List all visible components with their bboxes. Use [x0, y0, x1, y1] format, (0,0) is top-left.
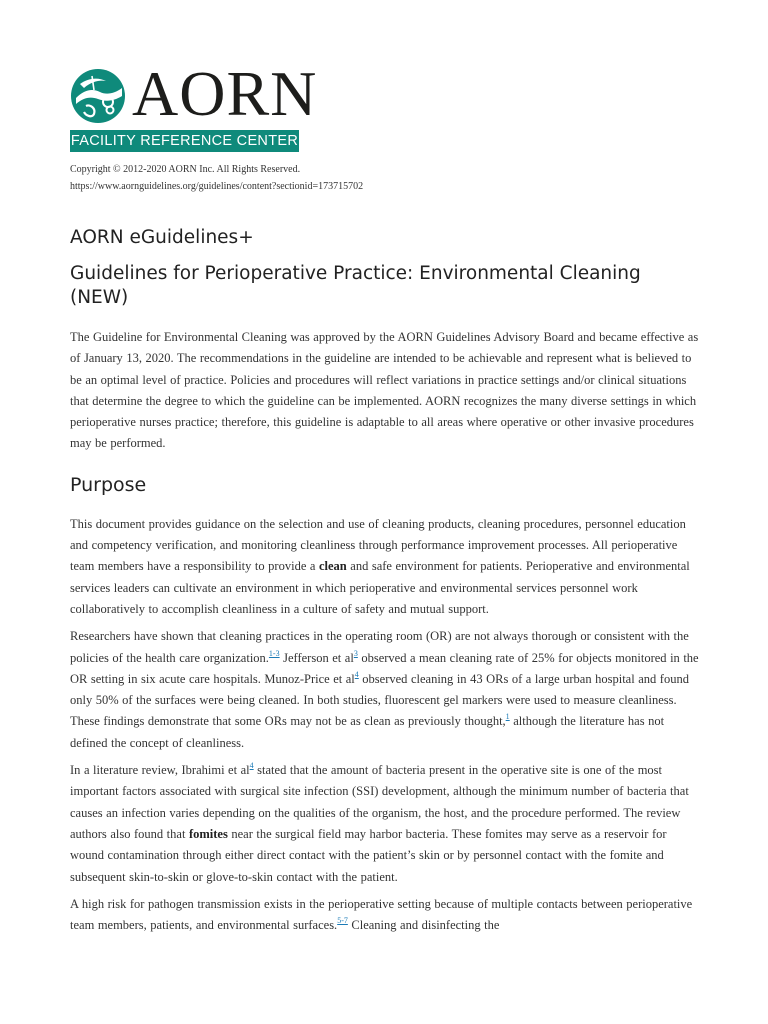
reference-link[interactable]: 1-3	[268, 648, 280, 658]
text-run: stated that the amount of bacteria present in the operative site is one of the most important factors associated with surgical site infection (SSI) development, although the minimum number of bacteria that causes an infection varies depending on the qualities of the organism, the host, and the procedure performed. The review authors also found that	[70, 763, 689, 841]
aorn-emblem-icon	[70, 68, 126, 124]
text-run: Jefferson et al	[279, 650, 354, 665]
aorn-logo-text: AORN	[132, 58, 318, 129]
purpose-paragraph-2	[70, 626, 702, 754]
facility-reference-banner: FACILITY REFERENCE CENTER	[70, 130, 299, 152]
text-run: and safe environment for patients. Perioperative and environmental services leaders can cultivate an environment in which perioperative and environmental services personnel work collaboratively to accomplish cleanliness in a culture of safety and mutual support.	[70, 559, 690, 616]
purpose-paragraph-1	[70, 514, 702, 620]
text-run: near the surgical field may harbor bacteria. These fomites may serve as a reservoir for wound contamination through either direct contact with the patient’s skin or by personnel contact with the fomite and subsequent skin-to-skin or glove-to-skin contact with the patient.	[70, 826, 667, 884]
intro-paragraph: The Guideline for Environmental Cleaning was approved by the AORN Guidelines Advisory Board and became effective as of January 13, 2020. The recommendations in the guideline are intended to be achievable and represent what is believed to be an optimal level of practice. Policies and procedures will reflect variations in practice settings and/or clinical situations that determine the degree to which the guideline can be implemented. AORN recognizes the many diverse settings in which perioperative nurses practice; therefore, this guideline is adaptable to all areas where operative or other invasive procedures may be performed.	[70, 330, 699, 451]
guideline-title: Guidelines for Perioperative Practice: Environmental Cleaning (NEW)	[70, 263, 641, 308]
document-page	[70, 58, 702, 936]
product-title: AORN eGuidelines+	[70, 227, 254, 248]
bold-term-clean: clean	[318, 559, 347, 574]
reference-link[interactable]: 4	[249, 761, 254, 771]
purpose-paragraph-3	[70, 760, 702, 888]
text-run: Cleaning and disinfecting the	[347, 918, 500, 933]
reference-link[interactable]: 3	[353, 648, 358, 658]
aorn-logo	[70, 58, 702, 129]
text-run: observed a mean cleaning rate of 25% for objects monitored in the OR setting in six acute care hospitals. Munoz-Price et al	[70, 650, 699, 686]
text-run: Researchers have shown that cleaning practices in the operating room (OR) are not always thorough or consistent with the policies of the health care organization.	[70, 629, 689, 665]
purpose-heading: Purpose	[70, 473, 147, 496]
text-run: This document provides guidance on the selection and use of cleaning products, cleaning procedures, personnel education and competency verification, and monitoring cleanliness through performance improvement processes. All perioperative team members have a responsibility to provide a	[70, 516, 686, 574]
text-run: In a literature review, Ibrahimi et al	[70, 763, 250, 778]
reference-link[interactable]: 4	[354, 669, 359, 679]
text-run: although the literature has not defined the concept of cleanliness.	[70, 714, 665, 750]
bold-term-fomites: fomites	[188, 826, 228, 841]
purpose-paragraph-4	[70, 894, 702, 937]
source-url[interactable]: https://www.aornguidelines.org/guidelines/content?sectionid=173715702	[70, 181, 364, 192]
reference-link[interactable]: 5-7	[337, 916, 348, 926]
text-run: observed cleaning in 43 ORs of a large urban hospital and found only 50% of the surfaces were being cleaned. In both studies, fluorescent gel markers were used to measure cleanliness. These findings demonstrate that some ORs may not be as clean as previously thought,	[70, 671, 689, 729]
copyright-text: Copyright © 2012-2020 AORN Inc. All Rights Reserved.	[70, 164, 301, 175]
reference-link[interactable]: 1	[505, 712, 510, 722]
text-run: A high risk for pathogen transmission exists in the perioperative setting because of multiple contacts between perioperative team members, patients, and environmental surfaces.	[70, 896, 693, 933]
